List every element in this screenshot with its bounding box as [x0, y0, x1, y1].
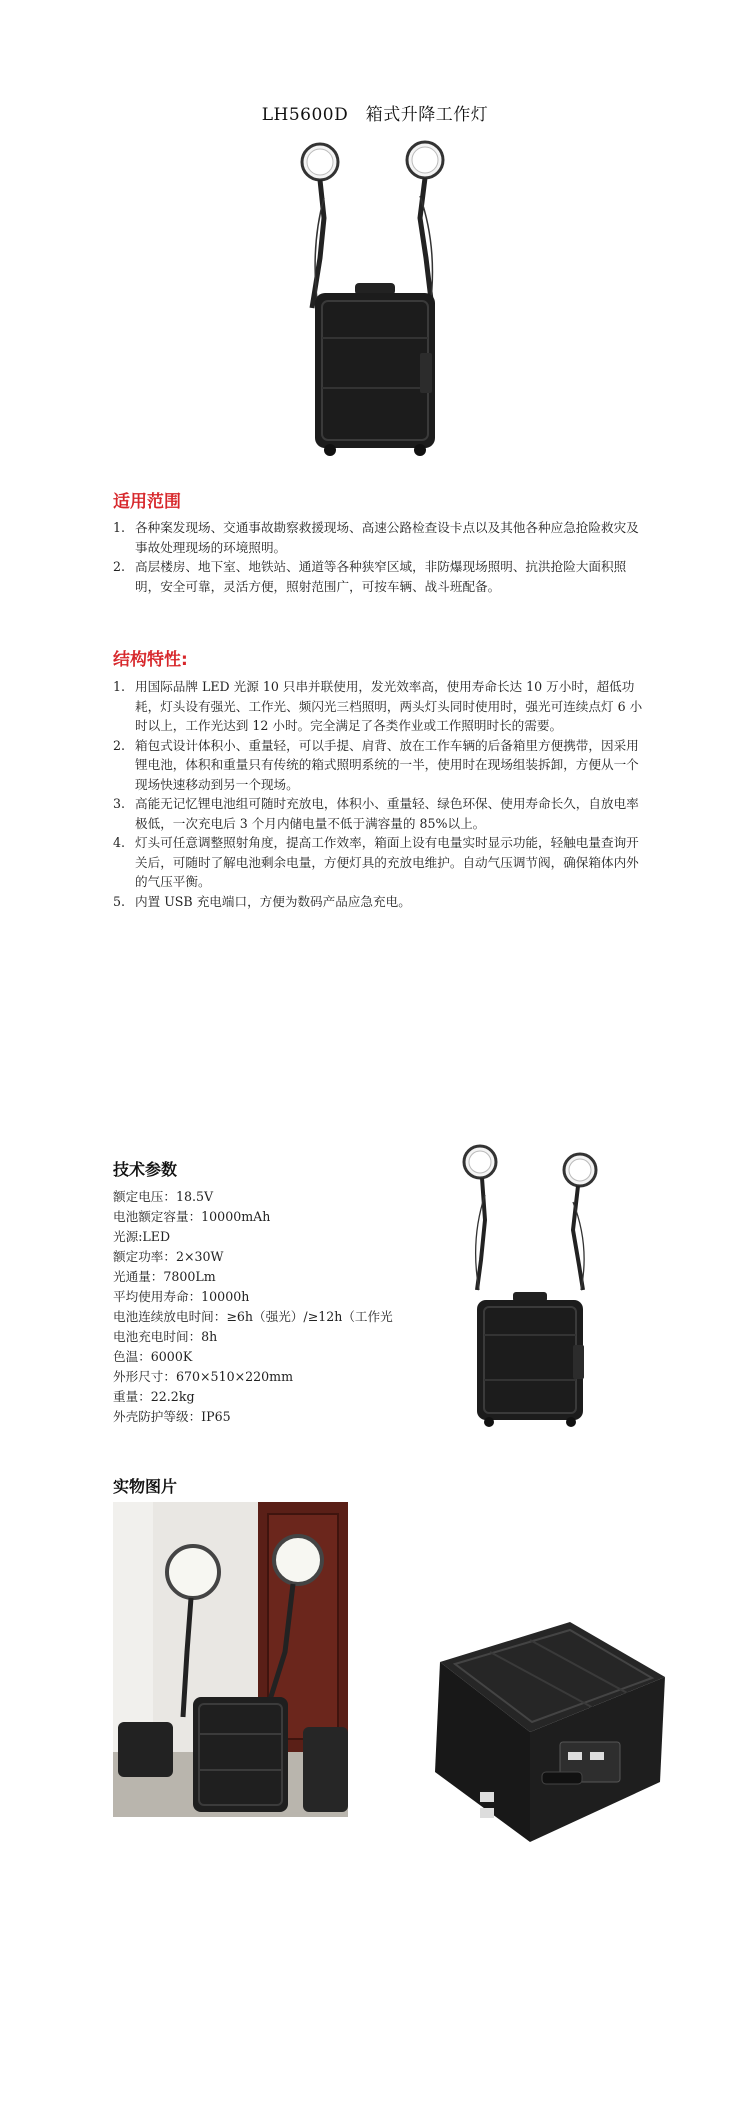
spec-row: 额定电压：18.5V [113, 1189, 214, 1204]
list-item-number: 5. [113, 893, 126, 909]
spec-row: 光通量：7800Lm [113, 1269, 216, 1284]
spec-row: 平均使用寿命：10000h [113, 1289, 250, 1304]
list-item [113, 892, 643, 912]
spec-row: 电池连续放电时间：≥6h（强光）/≥12h（工作光 [113, 1309, 393, 1324]
list-item-text: 灯头可任意调整照射角度，提高工作效率，箱面上设有电量实时显示功能，轻触电量查询开关后，可随时了解电池剩余电量，方便灯具的充放电维护。自动气压调节阀，确保箱体内外的气压平衡。 [135, 835, 639, 889]
spec-row: 外壳防护等级：IP65 [113, 1409, 231, 1424]
list-item [113, 794, 643, 833]
list-item-number: 1. [113, 520, 126, 535]
product-image-top [280, 138, 470, 458]
photo-case-closeup [420, 1622, 670, 1852]
spec-row: 额定功率：2×30W [113, 1249, 224, 1264]
features-list [113, 677, 643, 911]
section-heading-specs: 技术参数 [113, 1160, 178, 1179]
section-heading-scope: 适用范围 [113, 492, 181, 512]
scope-list [113, 518, 643, 596]
spec-row: 色温：6000K [113, 1349, 193, 1364]
photo-lamp-room [113, 1502, 348, 1817]
list-item-text: 各种案发现场、交通事故勘察救援现场、高速公路检查设卡点以及其他各种应急抢险救灾及事故处理现场的环境照明。 [135, 520, 639, 555]
list-item-number: 2. [113, 559, 126, 574]
spec-row: 电池额定容量：10000mAh [113, 1209, 271, 1224]
list-item-text: 高层楼房、地下室、地铁站、通道等各种狭窄区域，非防爆现场照明、抗洪抢险大面积照明，安全可靠，灵活方便，照射范围广，可按车辆、战斗班配备。 [135, 559, 627, 594]
spec-list [113, 1187, 473, 1427]
list-item-text: 高能无记忆锂电池组可随时充放电，体积小、重量轻、绿色环保、使用寿命长久，自放电率极低，一次充电后 3 个月内储电量不低于满容量的 85%以上。 [135, 796, 639, 831]
section-heading-features: 结构特性: [113, 650, 188, 670]
list-item-text: 箱包式设计体积小、重量轻，可以手提、肩背、放在工作车辆的后备箱里方便携带，因采用锂电池，体积和重量只有传统的箱式照明系统的一半，使用时在现场组装拆卸，方便从一个现场快速移动到另一个现场。 [135, 737, 639, 792]
list-item [113, 518, 643, 557]
product-image-spec [455, 1140, 605, 1430]
spec-row: 外形尺寸：670×510×220mm [113, 1369, 294, 1384]
section-heading-photos: 实物图片 [113, 1477, 178, 1496]
spec-row: 重量：22.2kg [113, 1389, 195, 1404]
spec-row: 电池充电时间：8h [113, 1329, 218, 1344]
spec-row: 光源:LED [113, 1229, 171, 1244]
list-item [113, 833, 643, 892]
list-item-number: 3. [113, 796, 126, 811]
list-item-number: 4. [113, 835, 126, 850]
list-item [113, 736, 643, 795]
page-title: LH5600D 箱式升降工作灯 [261, 105, 489, 125]
list-item-number: 1. [113, 679, 126, 694]
list-item-number: 2. [113, 737, 126, 753]
list-item-text: 内置 USB 充电端口，方便为数码产品应急充电。 [135, 893, 411, 909]
list-item-text: 用国际品牌 LED 光源 10 只串并联使用，发光效率高，使用寿命长达 10 万小时，超低功耗，灯头设有强光、工作光、频闪光三档照明，两头灯头同时使用时，强光可连续点灯 6 小时以上，工作光达到 12 小时。完全满足了各类作业或工作照明时长的需要。 [135, 679, 643, 733]
list-item [113, 677, 643, 736]
list-item [113, 557, 643, 596]
